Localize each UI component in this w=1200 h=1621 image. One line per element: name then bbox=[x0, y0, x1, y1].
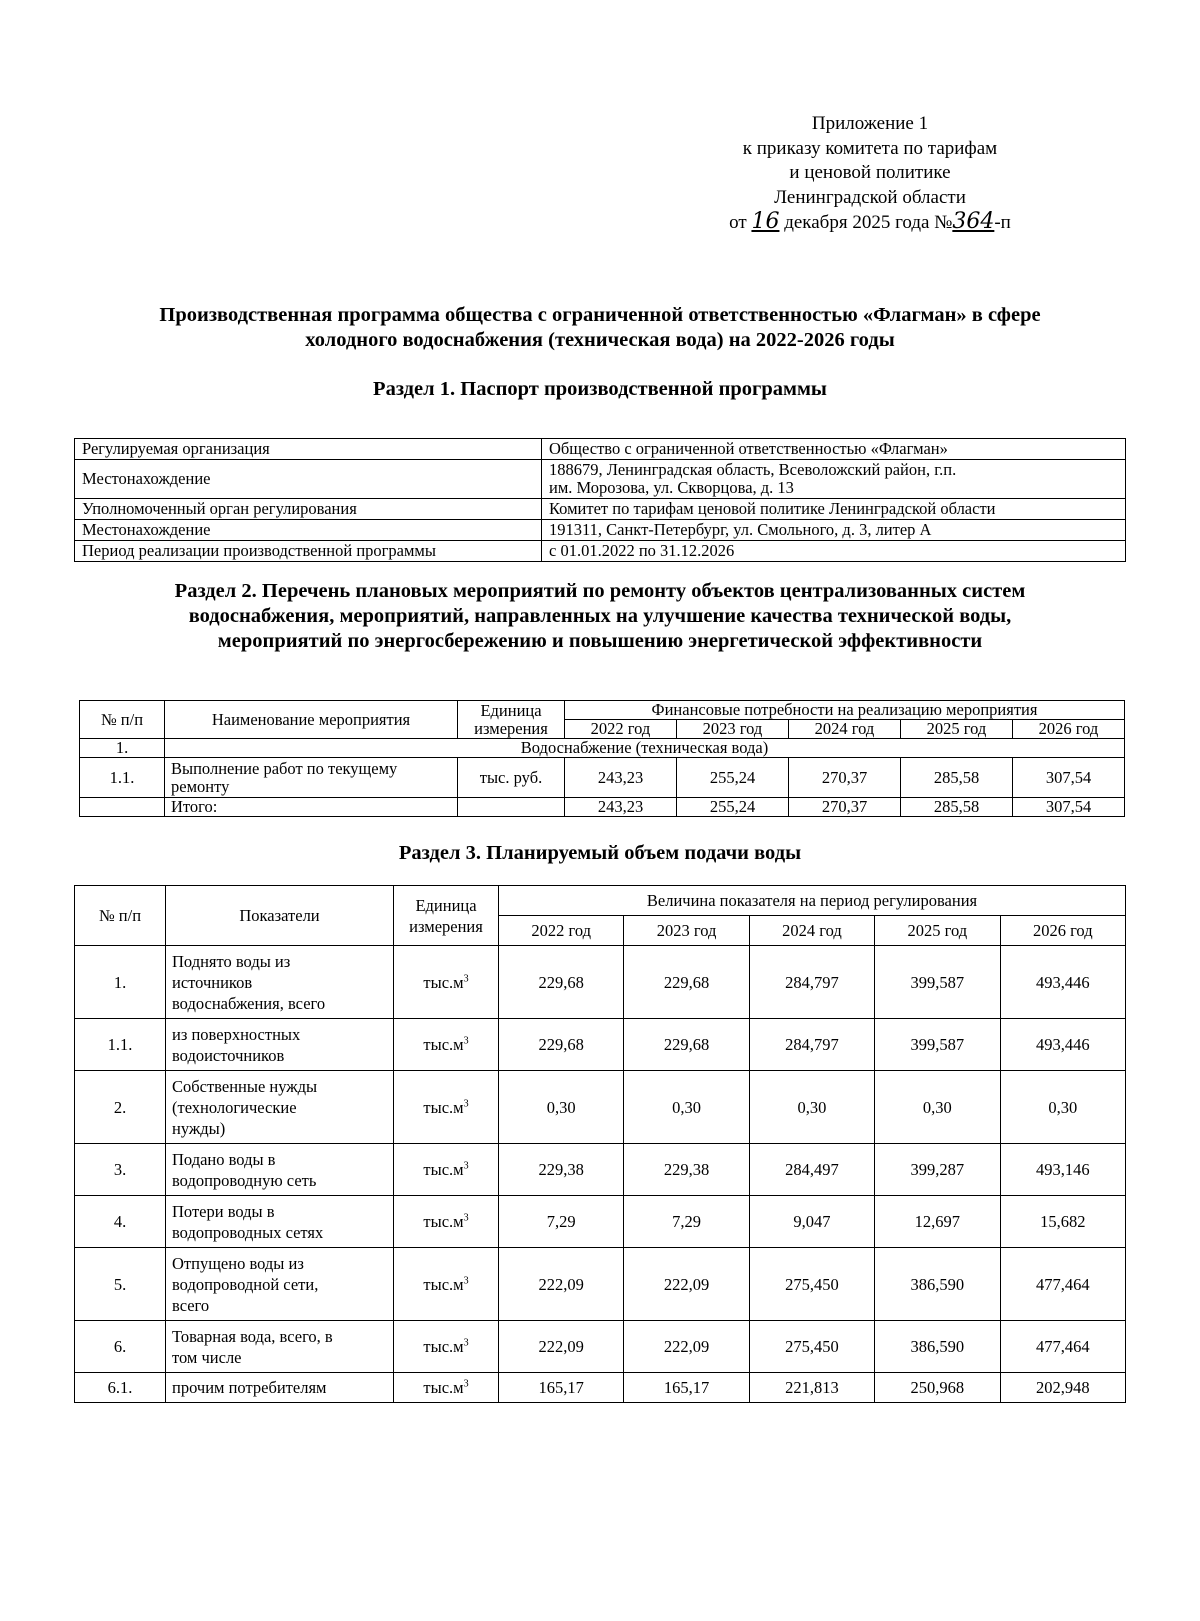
row-name-line: нужды) bbox=[172, 1118, 226, 1138]
passport-value-line2: им. Морозова, ул. Скворцова, д. 13 bbox=[549, 478, 794, 497]
row-name-line: из поверхностных bbox=[172, 1024, 301, 1044]
col-header-year: 2024 год bbox=[749, 916, 874, 946]
table-row bbox=[75, 1071, 1126, 1144]
table-row bbox=[75, 946, 1126, 1019]
row-value: 0,30 bbox=[749, 1071, 874, 1144]
row-value: 275,450 bbox=[749, 1248, 874, 1321]
unit-line1: Единица bbox=[415, 895, 477, 915]
unit-text: тыс.м bbox=[423, 1274, 464, 1294]
row-value: 493,446 bbox=[1000, 1019, 1125, 1071]
unit-superscript: 3 bbox=[463, 1035, 469, 1047]
total-num bbox=[80, 798, 165, 817]
row-value: 202,948 bbox=[1000, 1373, 1125, 1403]
date-middle: декабря 2025 года № bbox=[784, 212, 953, 233]
col-header-group: Финансовые потребности на реализацию мероприятия bbox=[565, 701, 1125, 720]
row-name-line: водопроводной сети, bbox=[172, 1274, 319, 1294]
appendix-date-line bbox=[700, 210, 1040, 236]
row-value: 7,29 bbox=[624, 1196, 749, 1248]
section1-title: Раздел 1. Паспорт производственной программы bbox=[373, 378, 827, 400]
row-name-line1: Выполнение работ по текущему bbox=[171, 758, 398, 778]
total-value: 285,58 bbox=[901, 798, 1013, 817]
col-header-num: № п/п bbox=[80, 701, 165, 739]
table-row bbox=[75, 1373, 1126, 1403]
row-value: 0,30 bbox=[499, 1071, 624, 1144]
row-value: 229,68 bbox=[624, 1019, 749, 1071]
row-value: 243,23 bbox=[565, 758, 677, 798]
col-header-year: 2023 год bbox=[624, 916, 749, 946]
row-unit bbox=[394, 1071, 499, 1144]
row-name-line2: ремонту bbox=[171, 776, 230, 796]
row-name-line: водопроводную сеть bbox=[172, 1170, 317, 1190]
row-unit bbox=[394, 1321, 499, 1373]
unit-text: тыс.м bbox=[423, 1160, 464, 1179]
row-num: 2. bbox=[75, 1071, 166, 1144]
unit-superscript: 3 bbox=[463, 1212, 469, 1224]
passport-label: Местонахождение bbox=[75, 460, 542, 499]
appendix-header bbox=[700, 112, 1040, 236]
table-row bbox=[75, 439, 1126, 460]
row-name-line: водопроводных сетях bbox=[172, 1222, 324, 1242]
row-value: 270,37 bbox=[789, 758, 901, 798]
row-value: 12,697 bbox=[875, 1196, 1000, 1248]
handwritten-day: 16 bbox=[751, 209, 780, 234]
measures-table bbox=[79, 700, 1125, 817]
row-value: 221,813 bbox=[749, 1373, 874, 1403]
row-unit bbox=[394, 1373, 499, 1403]
passport-table bbox=[74, 438, 1126, 562]
row-num: 5. bbox=[75, 1248, 166, 1321]
row-num: 1.1. bbox=[80, 758, 165, 798]
total-value: 307,54 bbox=[1013, 798, 1125, 817]
row-unit bbox=[394, 1144, 499, 1196]
row-name bbox=[166, 1373, 394, 1403]
row-value: 165,17 bbox=[624, 1373, 749, 1403]
row-value: 399,587 bbox=[875, 946, 1000, 1019]
unit-superscript: 3 bbox=[463, 973, 469, 984]
total-unit bbox=[458, 798, 565, 817]
col-header-unit bbox=[394, 886, 499, 946]
row-name bbox=[165, 758, 458, 798]
row-num: 1.1. bbox=[75, 1019, 166, 1071]
row-name-line: Поднято воды из bbox=[172, 951, 291, 971]
row-name-line: (технологические bbox=[172, 1097, 297, 1117]
section2-title-line3: мероприятий по энергосбережению и повышению энергетической эффективности bbox=[217, 630, 983, 652]
unit-superscript: 3 bbox=[463, 1098, 469, 1109]
row-value: 386,590 bbox=[875, 1248, 1000, 1321]
passport-value bbox=[542, 460, 1126, 499]
section2-title bbox=[60, 579, 1140, 654]
row-value: 222,09 bbox=[499, 1321, 624, 1373]
row-value: 229,68 bbox=[499, 946, 624, 1019]
row-name-line: Товарная вода, всего, в bbox=[172, 1326, 333, 1346]
col-header-num: № п/п bbox=[75, 886, 166, 946]
unit-text: тыс.м bbox=[423, 1035, 464, 1054]
handwritten-number: 364 bbox=[952, 209, 995, 234]
row-name bbox=[166, 946, 394, 1019]
unit-superscript: 3 bbox=[463, 1378, 469, 1390]
row-value: 386,590 bbox=[875, 1321, 1000, 1373]
table-row bbox=[75, 520, 1126, 541]
row-value: 165,17 bbox=[499, 1373, 624, 1403]
row-name-line: прочим потребителям bbox=[172, 1378, 327, 1397]
appendix-line4: Ленинградской области bbox=[774, 186, 966, 208]
row-name-line: Отпущено воды из bbox=[172, 1253, 304, 1273]
row-unit bbox=[394, 1196, 499, 1248]
group-num: 1. bbox=[80, 739, 165, 758]
header-row bbox=[80, 701, 1125, 720]
col-header-name: Показатели bbox=[166, 886, 394, 946]
table-row bbox=[75, 1248, 1126, 1321]
row-name bbox=[166, 1071, 394, 1144]
total-value: 255,24 bbox=[677, 798, 789, 817]
table-row bbox=[75, 1144, 1126, 1196]
row-value: 275,450 bbox=[749, 1321, 874, 1373]
row-unit bbox=[394, 1019, 499, 1071]
row-unit bbox=[394, 946, 499, 1019]
row-name-line: источников bbox=[172, 972, 253, 992]
table-row bbox=[75, 1196, 1126, 1248]
water-volume-table bbox=[74, 885, 1126, 1403]
row-value: 222,09 bbox=[624, 1248, 749, 1321]
col-header-name: Наименование мероприятия bbox=[165, 701, 458, 739]
group-row bbox=[80, 739, 1125, 758]
row-value: 284,797 bbox=[749, 946, 874, 1019]
row-num: 6.1. bbox=[75, 1373, 166, 1403]
unit-superscript: 3 bbox=[463, 1160, 469, 1172]
header-row bbox=[75, 886, 1126, 916]
row-value: 229,68 bbox=[624, 946, 749, 1019]
passport-label: Уполномоченный орган регулирования bbox=[75, 499, 542, 520]
col-header-year: 2026 год bbox=[1013, 720, 1125, 739]
col-header-year: 2025 год bbox=[875, 916, 1000, 946]
row-value: 9,047 bbox=[749, 1196, 874, 1248]
passport-value: 191311, Санкт-Петербург, ул. Смольного, д. 3, литер А bbox=[542, 520, 1126, 541]
unit-text: тыс.м bbox=[423, 972, 464, 992]
unit-superscript: 3 bbox=[463, 1275, 469, 1286]
row-name-line: Потери воды в bbox=[172, 1201, 275, 1221]
row-value: 399,587 bbox=[875, 1019, 1000, 1071]
table-row bbox=[80, 758, 1125, 798]
appendix-line3: и ценовой политике bbox=[789, 162, 951, 183]
col-header-year: 2022 год bbox=[565, 720, 677, 739]
col-header-year: 2024 год bbox=[789, 720, 901, 739]
row-value: 284,797 bbox=[749, 1019, 874, 1071]
row-value: 0,30 bbox=[875, 1071, 1000, 1144]
row-name-line: водоснабжения, всего bbox=[172, 993, 326, 1013]
row-value: 0,30 bbox=[1000, 1071, 1125, 1144]
row-value: 229,38 bbox=[624, 1144, 749, 1196]
row-value: 493,446 bbox=[1000, 946, 1125, 1019]
number-suffix: -п bbox=[994, 212, 1011, 233]
row-name bbox=[166, 1019, 394, 1071]
table-row bbox=[75, 1321, 1126, 1373]
row-value: 7,29 bbox=[499, 1196, 624, 1248]
section2-title-line1: Раздел 2. Перечень плановых мероприятий по ремонту объектов централизованных систем bbox=[174, 580, 1026, 602]
total-label: Итого: bbox=[165, 798, 458, 817]
unit-text: тыс.м bbox=[423, 1378, 464, 1397]
passport-value: с 01.01.2022 по 31.12.2026 bbox=[542, 541, 1126, 562]
document-title bbox=[60, 303, 1140, 353]
unit-text: тыс.м bbox=[423, 1212, 464, 1231]
row-name-line: водоисточников bbox=[172, 1045, 285, 1065]
row-name-line: всего bbox=[172, 1295, 210, 1315]
row-name-line: Собственные нужды bbox=[172, 1076, 318, 1096]
row-value: 222,09 bbox=[499, 1248, 624, 1321]
section2-title-line2: водоснабжения, мероприятий, направленных на улучшение качества технической воды, bbox=[188, 605, 1012, 627]
row-value: 284,497 bbox=[749, 1144, 874, 1196]
unit-line2: измерения bbox=[474, 718, 548, 738]
row-value: 229,68 bbox=[499, 1019, 624, 1071]
col-header-unit bbox=[458, 701, 565, 739]
passport-value: Общество с ограниченной ответственностью «Флагман» bbox=[542, 439, 1126, 460]
table-row bbox=[75, 541, 1126, 562]
group-label: Водоснабжение (техническая вода) bbox=[165, 739, 1125, 758]
table-row bbox=[75, 460, 1126, 499]
unit-line2: измерения bbox=[409, 916, 483, 936]
row-value: 250,968 bbox=[875, 1373, 1000, 1403]
unit-line1: Единица bbox=[480, 700, 542, 720]
passport-label: Местонахождение bbox=[75, 520, 542, 541]
passport-label: Регулируемая организация bbox=[75, 439, 542, 460]
row-value: 477,464 bbox=[1000, 1248, 1125, 1321]
unit-superscript: 3 bbox=[463, 1337, 469, 1349]
passport-value-line1: 188679, Ленинградская область, Всеволожский район, г.п. bbox=[549, 460, 957, 479]
water-volume-body bbox=[75, 946, 1126, 1403]
row-name-line: Подано воды в bbox=[172, 1149, 276, 1169]
passport-label: Период реализации производственной программы bbox=[75, 541, 542, 562]
total-value: 243,23 bbox=[565, 798, 677, 817]
col-header-year: 2026 год bbox=[1000, 916, 1125, 946]
section3-title: Раздел 3. Планируемый объем подачи воды bbox=[398, 842, 802, 864]
row-value: 477,464 bbox=[1000, 1321, 1125, 1373]
total-row bbox=[80, 798, 1125, 817]
date-prefix: от bbox=[729, 212, 747, 233]
row-unit bbox=[394, 1248, 499, 1321]
col-header-year: 2023 год bbox=[677, 720, 789, 739]
row-value: 493,146 bbox=[1000, 1144, 1125, 1196]
appendix-line2: к приказу комитета по тарифам bbox=[742, 137, 998, 159]
row-num: 4. bbox=[75, 1196, 166, 1248]
document-title-line2: холодного водоснабжения (техническая вода) на 2022-2026 годы bbox=[305, 329, 895, 351]
unit-text: тыс.м bbox=[423, 1097, 464, 1117]
row-unit: тыс. руб. bbox=[458, 758, 565, 798]
unit-text: тыс.м bbox=[423, 1337, 464, 1356]
appendix-line1: Приложение 1 bbox=[811, 113, 929, 134]
row-name bbox=[166, 1144, 394, 1196]
row-value: 229,38 bbox=[499, 1144, 624, 1196]
passport-value: Комитет по тарифам ценовой политике Ленинградской области bbox=[542, 499, 1126, 520]
table-row bbox=[75, 499, 1126, 520]
row-value: 0,30 bbox=[624, 1071, 749, 1144]
row-value: 307,54 bbox=[1013, 758, 1125, 798]
total-value: 270,37 bbox=[789, 798, 901, 817]
col-header-year: 2022 год bbox=[499, 916, 624, 946]
row-value: 255,24 bbox=[677, 758, 789, 798]
row-name bbox=[166, 1196, 394, 1248]
document-title-line1: Производственная программа общества с ограниченной ответственностью «Флагман» в сфере bbox=[159, 304, 1041, 326]
row-name bbox=[166, 1321, 394, 1373]
row-name-line: том числе bbox=[172, 1347, 242, 1367]
row-num: 1. bbox=[75, 946, 166, 1019]
row-value: 285,58 bbox=[901, 758, 1013, 798]
col-header-year: 2025 год bbox=[901, 720, 1013, 739]
table-row bbox=[75, 1019, 1126, 1071]
row-value: 399,287 bbox=[875, 1144, 1000, 1196]
row-num: 6. bbox=[75, 1321, 166, 1373]
row-num: 3. bbox=[75, 1144, 166, 1196]
col-header-group: Величина показателя на период регулирования bbox=[499, 886, 1126, 916]
row-value: 15,682 bbox=[1000, 1196, 1125, 1248]
row-name bbox=[166, 1248, 394, 1321]
row-value: 222,09 bbox=[624, 1321, 749, 1373]
